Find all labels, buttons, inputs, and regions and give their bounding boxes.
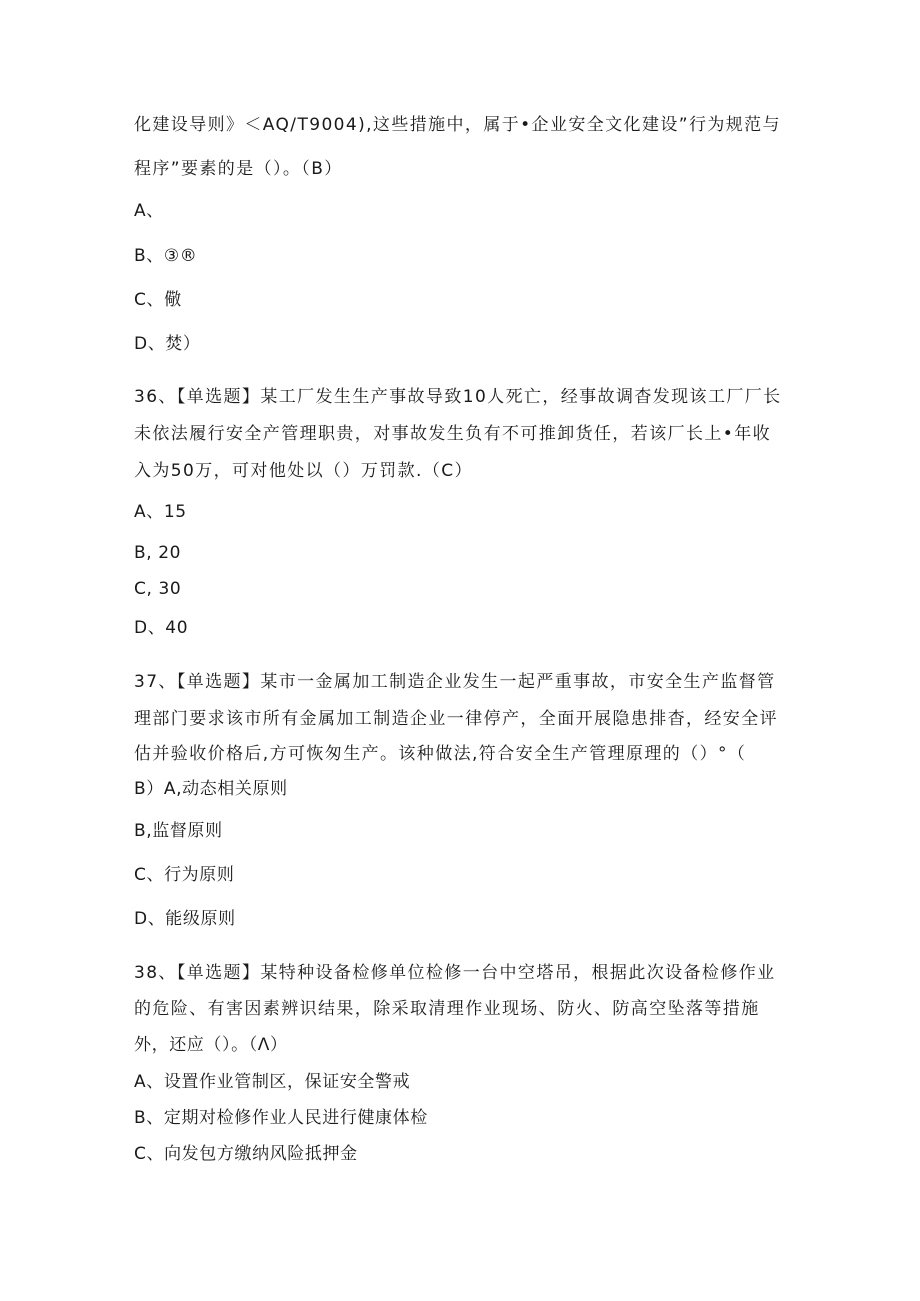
question-36-stem-line-2: 未依法履行安全产管理职贵，对事故发生负有不可推卸货任，若该厂长上•年收 <box>134 424 772 444</box>
question-35-stem-line-1: 化建设导则》＜AQ/T9004),这些措施中，属于•企业安全文化建设”行为规范与 <box>134 115 781 135</box>
question-37-option-c: C、行为原则 <box>134 865 235 885</box>
question-36-stem-line-1: 36、【单选题】某工厂发生生产事故导致10人死亡，经事故调杳发现该工厂厂长 <box>134 387 782 407</box>
question-35-option-a: A、 <box>134 201 164 221</box>
question-36-stem-line-3: 入为50万，可对他处以（）万罚款.（C） <box>134 461 473 481</box>
question-37-stem-line-3: 估并验收价格后,方可恢匆生产。该种做法,符合安全生产管理原理的（）°（ <box>134 744 747 764</box>
question-37-option-d: D、能级原则 <box>134 909 236 929</box>
question-38-stem-line-3: 外，还应（）。（Λ） <box>134 1035 288 1055</box>
question-35-stem-line-2: 程序”要素的是（）。（B） <box>134 159 343 179</box>
question-36-option-a: A、15 <box>134 502 187 522</box>
question-37-stem-line-2: 理部门要求该市所有金属加工制造企业一律停产，全面开展隐患排杳，经安全评 <box>134 709 778 729</box>
question-37-option-b: B,监督原则 <box>134 821 223 841</box>
question-38-option-a: A、设置作业管制区，保证安全警戒 <box>134 1072 411 1092</box>
question-37-stem-line-4: B）A,动态相关原则 <box>134 779 288 799</box>
question-38-option-c: C、向发包方缴纳风险抵押金 <box>134 1144 358 1164</box>
question-35-option-c: C、儆 <box>134 290 182 310</box>
question-38-stem-line-1: 38、【单选题】某特种设备检修单位检修一台中空塔吊，根据此次设备检修作业 <box>134 963 776 983</box>
question-36-option-b: B, 20 <box>134 543 182 563</box>
question-36-option-c: C, 30 <box>134 579 182 599</box>
question-38-stem-line-2: 的危险、有害因素辨识结果，除采取清理作业现场、防火、防高空坠落等措施 <box>134 999 760 1019</box>
question-38-option-b: B、定期对检修作业人民进行健康体检 <box>134 1108 428 1128</box>
question-35-option-d: D、焚） <box>134 334 201 354</box>
question-37-stem-line-1: 37、【单选题】某市一金属加工制造企业发生一起严重事故，市安全生产监督管 <box>134 672 776 692</box>
question-35-option-b: B、③® <box>134 246 198 266</box>
question-36-option-d: D、40 <box>134 618 189 638</box>
